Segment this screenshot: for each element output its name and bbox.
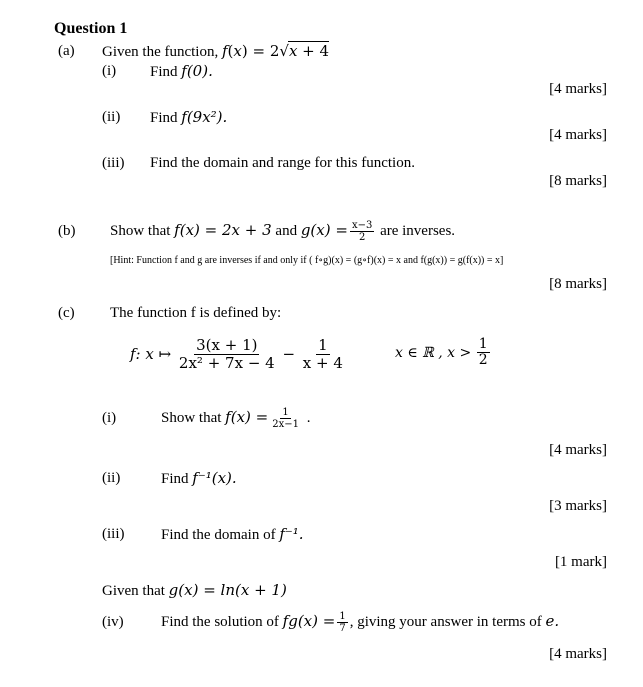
part-b-marks: [8 marks] (549, 276, 607, 292)
part-c-frac1-den: 2x² + 7x − 4 (178, 353, 275, 372)
part-c-domain-num: 1 (478, 336, 488, 352)
part-c-iv-text: Find the solution of (161, 614, 279, 630)
part-c-label: (c) (58, 305, 75, 321)
part-c-frac2-num: 1 (318, 336, 328, 354)
part-b-g-lhs: g(x) = (300, 221, 348, 239)
part-a-ii-expr: f(9x²). (181, 108, 228, 126)
part-a-i-text: Find (150, 64, 178, 80)
part-b-and-text: and (275, 223, 298, 239)
part-c-domain (395, 337, 492, 369)
part-c-iii-label: (iii) (102, 526, 125, 542)
part-a-label: (a) (58, 43, 75, 59)
part-c-iv-e: e. (545, 612, 560, 630)
part-a-intro: Given the function, f(x) = 2√x + 4 (102, 42, 330, 60)
part-c-ii-expr: f⁻¹(x). (192, 469, 237, 487)
part-a-ii-question (150, 108, 227, 127)
part-a-i-question (150, 62, 213, 81)
part-c-frac2-den: x + 4 (302, 353, 343, 372)
part-c-i-tail: . (302, 410, 311, 426)
part-a-iii-marks: [8 marks] (549, 173, 607, 189)
part-a-iii-text: Find the domain and range for this function. (150, 155, 415, 171)
part-c-given (102, 581, 287, 600)
part-c-iv-question (161, 606, 559, 637)
part-c-given-expr: g(x) = ln(x + 1) (168, 581, 287, 599)
part-a-i-marks: [4 marks] (549, 81, 607, 97)
part-c-i-question (161, 402, 310, 433)
part-c-intro: The function f is defined by: (110, 305, 282, 321)
part-b-tail: are inverses. (380, 223, 456, 239)
part-a-i-expr: f(0). (181, 62, 213, 80)
part-c-iii-question (161, 525, 304, 544)
part-a-function: f (221, 42, 228, 60)
part-c-iii-text: Find the domain of (161, 527, 276, 543)
part-c-iv-num: 1 (339, 611, 346, 623)
part-a-ii-label: (ii) (102, 109, 121, 125)
part-b-g-den: 2 (358, 232, 366, 244)
part-c-i-text: Show that (161, 410, 222, 426)
part-c-i-den: 2x−1 (272, 419, 299, 431)
part-c-i-lhs: f(x) = (225, 408, 269, 426)
part-c-ii-label: (ii) (102, 470, 121, 486)
part-a-intro-text: Given the function, (102, 44, 219, 60)
part-c-iv-label: (iv) (102, 614, 124, 630)
part-b-statement (110, 215, 455, 246)
part-c-domain-lhs: x ∈ ℝ , x > (395, 344, 472, 361)
part-c-i-label: (i) (102, 410, 117, 426)
part-b-label: (b) (58, 223, 76, 239)
part-a-i-label: (i) (102, 63, 117, 79)
part-a-ii-marks: [4 marks] (549, 127, 607, 143)
part-a-iii-label: (iii) (102, 155, 125, 171)
part-c-minus: − (282, 345, 296, 363)
part-c-frac1-num: 3(x + 1) (196, 336, 258, 354)
part-c-ii-text: Find (161, 471, 189, 487)
part-b-show-text: Show that (110, 223, 171, 239)
part-b-f-expr: f(x) = 2x + 3 (174, 221, 272, 239)
part-a-ii-text: Find (150, 110, 178, 126)
part-c-iv-den: 7 (339, 623, 346, 635)
part-c-i-num: 1 (282, 407, 289, 419)
part-c-ii-question (161, 469, 237, 488)
part-c-iv-lhs: fg(x) = (282, 612, 336, 630)
part-c-iv-tail: , giving your answer in terms of (349, 614, 542, 630)
part-b-hint: [Hint: Function f and g are inverses if and only if ( f∘g)(x) = (g∘f)(x) = x and f(g(x)) = g(f(x)) = x] (110, 255, 504, 266)
part-c-iv-marks: [4 marks] (549, 646, 607, 662)
part-c-ii-marks: [3 marks] (549, 498, 607, 514)
part-c-domain-den: 2 (478, 352, 488, 369)
part-c-given-text: Given that (102, 583, 165, 599)
part-b-g-num: x−3 (351, 220, 373, 232)
part-c-iii-marks: [1 mark] (554, 554, 607, 570)
part-c-iii-expr: f⁻¹. (279, 525, 304, 543)
part-c-i-marks: [4 marks] (549, 442, 607, 458)
part-c-definition (130, 337, 347, 371)
question-title: Question 1 (54, 20, 128, 37)
part-c-map-lhs: f: x ↦ (130, 345, 172, 363)
